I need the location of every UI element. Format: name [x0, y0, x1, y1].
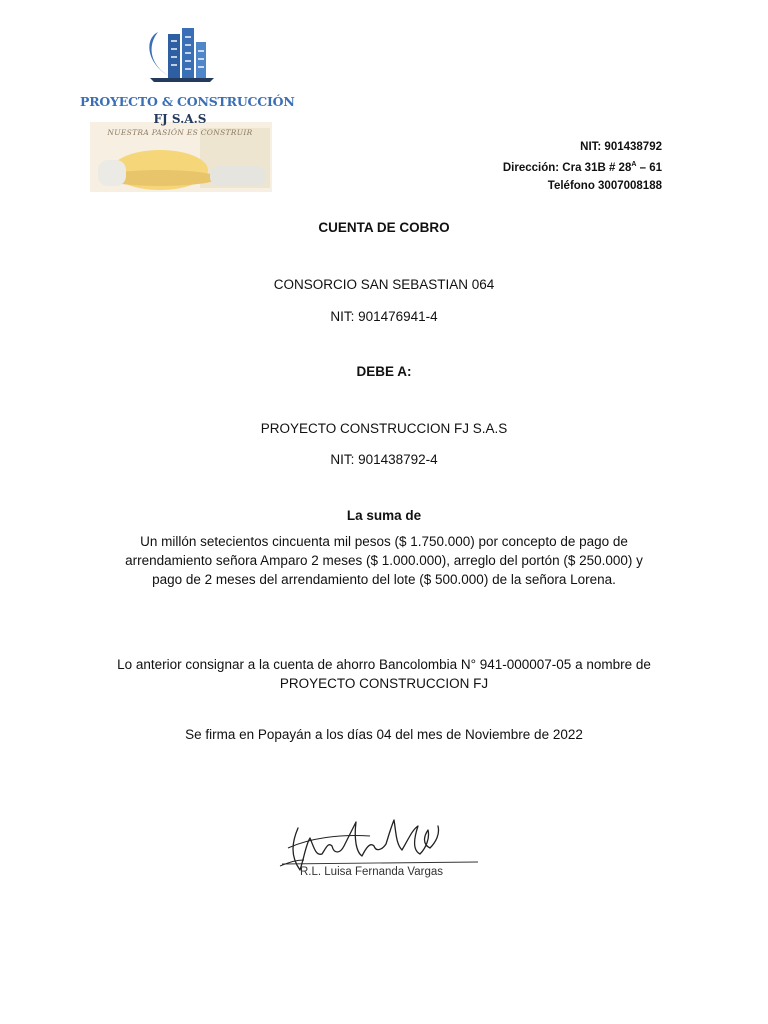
company-info [503, 138, 662, 195]
debtor-name: CONSORCIO SAN SEBASTIAN 064 [273, 277, 495, 292]
logo-slogan: NUESTRA PASIÓN ES CONSTRUIR [107, 128, 253, 137]
logo-company-suffix: FJ S.A.S [153, 112, 207, 126]
company-address-prefix: Dirección: Cra 31B # 28 [502, 161, 632, 174]
debtor-nit: NIT: 901476941-4 [330, 309, 438, 324]
creditor-nit: NIT: 901438792-4 [330, 452, 438, 467]
company-address-superscript: A [631, 161, 637, 168]
creditor-name: PROYECTO CONSTRUCCION FJ S.A.S [260, 421, 508, 436]
company-nit: NIT: 901438792 [580, 141, 662, 153]
document-title: CUENTA DE COBRO [318, 220, 450, 235]
company-address-suffix: – 61 [636, 161, 662, 174]
sum-label: La suma de [346, 508, 422, 523]
owes-label: DEBE A: [356, 364, 412, 379]
signing-statement: Se firma en Popayán a los días 04 del mes de Noviembre de 2022 [185, 727, 583, 742]
sum-description: Un millón setecientos cincuenta mil pesos ($ 1.750.000) por concepto de pago de arrendamiento señora Amparo 2 meses ($ 1.000.000), arreglo del portón ($ 250.000) y pago de 2 meses del arrendamiento del lote ($ 500.000) de la señora Lorena. [125, 534, 643, 587]
logo-company-name: PROYECTO & CONSTRUCCIÓN [80, 94, 295, 109]
payment-instructions: Lo anterior consignar a la cuenta de ahorro Bancolombia N° 941-000007-05 a nombre de PROYECTO CONSTRUCCION FJ [117, 657, 651, 691]
signatory-name: R.L. Luisa Fernanda Vargas [300, 866, 443, 878]
company-phone: Teléfono 3007008188 [547, 179, 662, 192]
company-logo [80, 20, 295, 195]
company-address [503, 156, 662, 177]
